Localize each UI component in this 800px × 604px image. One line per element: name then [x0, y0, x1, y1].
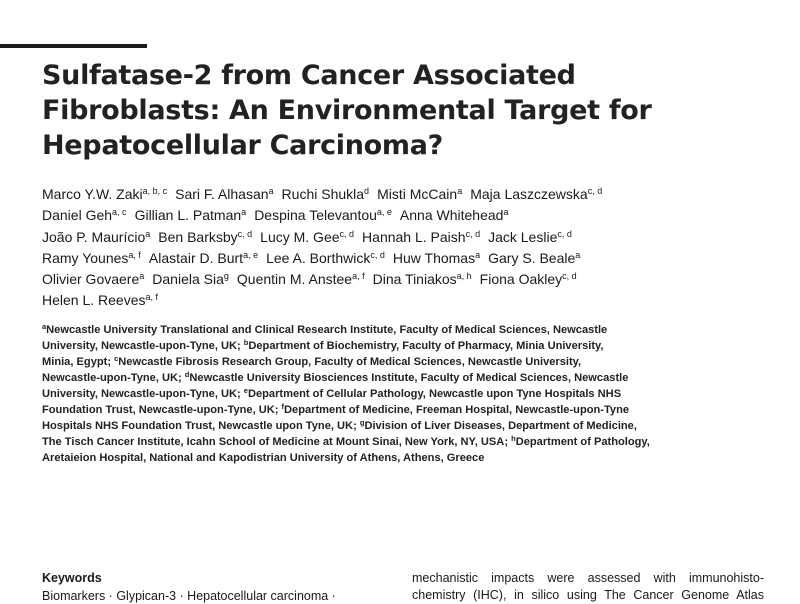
affiliation-letter: d — [184, 370, 190, 379]
affiliation-text: Newcastle University Biosciences Institute, Faculty of Medical Sciences, Newcastle — [189, 372, 629, 384]
author-name-text: Dina Tiniakos — [372, 271, 457, 288]
author-name — [362, 229, 480, 245]
body-line: mechanistic impacts were assessed with immunohisto- — [412, 571, 764, 585]
author-name — [152, 271, 229, 287]
affiliation-marker: c, d — [237, 228, 253, 239]
title-line: Sulfatase-2 from Cancer Associated — [42, 60, 576, 91]
author-name-text: Olivier Govaere — [42, 271, 140, 288]
author-name — [393, 250, 480, 266]
affiliation-marker: a, b, c — [142, 186, 168, 196]
author-name-text: Fiona Oakley — [479, 271, 563, 288]
author-name-text: Ruchi Shukla — [281, 186, 365, 202]
affiliation-marker: c, d — [339, 228, 355, 239]
author-name-text: Ben Barksby — [158, 228, 238, 245]
affiliation-letter: c — [114, 354, 119, 363]
author-name-text: João P. Maurício — [42, 228, 146, 245]
affiliation-marker: c, d — [557, 228, 572, 239]
affiliation-line — [42, 338, 662, 354]
affiliation-text: Foundation Trust, Newcastle-upon-Tyne, UK; — [42, 404, 282, 416]
author-name-text: Sari F. Alhasan — [175, 186, 269, 202]
affiliation-text: Aretaieion Hospital, National and Kapodistrian University of Athens, Athens, Greece — [42, 452, 485, 464]
affiliation-marker: a — [241, 207, 247, 218]
author-name — [470, 186, 602, 202]
author-line — [42, 290, 762, 311]
author-line — [42, 248, 762, 269]
author-name-text: Daniel Geh — [42, 207, 113, 224]
affiliation-text: Department of Pathology, — [515, 436, 650, 448]
affiliation-letter: e — [243, 386, 248, 395]
affiliation-text: Newcastle Fibrosis Research Group, Faculty of Medical Sciences, Newcastle University, — [118, 356, 582, 368]
affiliation-text: Department of Biochemistry, Faculty of Pharmacy, Minia University, — [248, 340, 604, 352]
affiliation-marker: a — [145, 228, 151, 239]
affiliation-marker: a, e — [376, 207, 392, 218]
affiliation-text: Minia, Egypt; — [42, 356, 115, 368]
affiliation-marker: a, h — [456, 271, 472, 282]
affiliation-marker: g — [223, 271, 229, 282]
author-name-text: Daniela Sia — [152, 271, 224, 288]
affiliation-line — [42, 322, 662, 338]
author-name — [42, 250, 141, 266]
author-name-text: Hannah L. Paish — [362, 228, 466, 245]
author-name-text: Huw Thomas — [392, 249, 476, 266]
affiliation-letter: b — [243, 338, 249, 347]
affiliation-letter: a — [42, 322, 47, 331]
author-name-text: Lucy M. Gee — [260, 228, 340, 245]
author-name-text: Gary S. Beale — [488, 249, 576, 266]
author-name-text: Alastair D. Burt — [148, 249, 244, 266]
author-name — [135, 207, 247, 223]
affiliation-text: The Tisch Cancer Institute, Icahn School of Medicine at Mount Sinai, New York, NY, USA; — [42, 436, 512, 448]
author-name — [42, 229, 150, 245]
author-name-text: Ramy Younes — [42, 249, 129, 266]
author-name — [260, 229, 354, 245]
affiliation-line — [42, 370, 662, 386]
affiliation-marker: a — [457, 186, 463, 196]
author-name-text: Misti McCain — [377, 186, 458, 202]
affiliation-text: University, Newcastle-upon-Tyne, UK; — [42, 388, 244, 400]
affiliation-text: Department of Cellular Pathology, Newcastle upon Tyne Hospitals NHS — [247, 388, 622, 400]
author-name-text: Anna Whitehead — [399, 207, 504, 224]
affiliation-marker: a — [139, 271, 145, 282]
author-name — [377, 186, 462, 202]
author-name-text: Lee A. Borthwick — [266, 249, 371, 266]
affiliation-marker: c, d — [370, 249, 385, 260]
author-name — [42, 207, 127, 223]
author-line — [42, 205, 762, 226]
abstract-text — [412, 570, 764, 604]
affiliation-marker: c, d — [562, 271, 577, 282]
affiliation-marker: a, e — [243, 249, 259, 260]
affiliation-marker: a — [503, 207, 509, 218]
affiliation-line — [42, 418, 662, 434]
author-name-text: Marco Y.W. Zaki — [42, 186, 143, 202]
affiliation-marker: d — [364, 186, 370, 196]
author-line — [42, 269, 762, 290]
author-name — [254, 207, 392, 223]
author-name-text: Quentin M. Anstee — [236, 271, 353, 288]
affiliation-text: Newcastle University Translational and Clinical Research Institute, Faculty of Medical Sciences, Newcastle — [46, 324, 608, 336]
author-name — [237, 271, 365, 287]
affiliation-line — [42, 434, 662, 450]
affiliation-marker: a — [268, 186, 274, 196]
author-name — [42, 292, 158, 308]
affiliation-letter: g — [359, 418, 365, 427]
author-name-text: Despina Televantou — [254, 207, 377, 224]
affiliation-marker: a, f — [352, 271, 365, 282]
author-name — [266, 250, 385, 266]
affiliation-line — [42, 354, 662, 370]
affiliation-marker: a — [575, 249, 581, 260]
author-name — [149, 250, 258, 266]
author-name — [282, 186, 370, 202]
header-rule — [0, 44, 147, 48]
keywords-heading: Keywords — [42, 571, 102, 585]
title-line: Hepatocellular Carcinoma? — [42, 130, 444, 161]
article-title — [42, 58, 762, 163]
author-name — [175, 186, 273, 202]
author-name — [488, 229, 572, 245]
affiliation-text: Department of Medicine, Freeman Hospital, Newcastle-upon-Tyne — [284, 404, 630, 416]
affiliation-marker: a, c — [112, 207, 127, 218]
author-name — [158, 229, 252, 245]
affiliation-marker: c, d — [587, 186, 603, 196]
author-name — [373, 271, 472, 287]
affiliation-line — [42, 450, 662, 466]
author-name — [400, 207, 509, 223]
author-name — [480, 271, 577, 287]
affiliation-letter: h — [511, 434, 516, 443]
author-name — [488, 250, 580, 266]
author-name-text: Jack Leslie — [488, 228, 558, 245]
author-name — [42, 271, 144, 287]
keywords-list: Biomarkers · Glypican-3 · Hepatocellular carcinoma · — [42, 589, 336, 603]
affiliation-line — [42, 402, 662, 418]
affiliation-marker: a — [475, 249, 481, 260]
affiliation-marker: a, f — [145, 292, 159, 303]
affiliation-letter: f — [281, 402, 285, 411]
author-list — [42, 184, 762, 312]
author-name-text: Maja Laszczewska — [470, 186, 588, 202]
body-line: chemistry (IHC), in silico using The Cancer Genome Atlas — [412, 588, 764, 602]
affiliation-marker: c, d — [465, 228, 481, 239]
affiliation-marker: a, f — [128, 249, 141, 260]
author-name-text: Helen L. Reeves — [42, 292, 146, 309]
affiliation-text: Division of Liver Diseases, Department of Medicine, — [364, 420, 637, 432]
affiliation-text: Hospitals NHS Foundation Trust, Newcastle upon Tyne, UK; — [42, 420, 360, 432]
author-name-text: Gillian L. Patman — [134, 207, 242, 224]
title-line: Fibroblasts: An Environmental Target for — [42, 95, 652, 126]
affiliation-text: Newcastle-upon-Tyne, UK; — [42, 372, 185, 384]
affiliation-line — [42, 386, 662, 402]
author-line — [42, 184, 762, 205]
affiliations — [42, 322, 662, 466]
author-line — [42, 227, 762, 248]
author-name — [42, 186, 167, 202]
affiliation-text: University, Newcastle-upon-Tyne, UK; — [42, 340, 244, 352]
